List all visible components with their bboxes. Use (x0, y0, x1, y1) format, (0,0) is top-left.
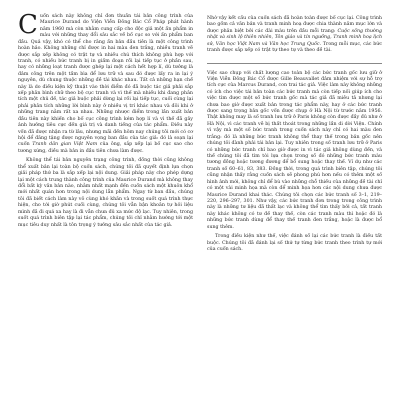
body-paragraph: Không thể tái bản nguyên trạng công trình, đồng thời cũng không thể xuất bản lại toàn bộ cuốn sách, chúng tôi đã quyết định lựa chọn giải pháp thứ ba là sắp xếp lại nội dung. Giải pháp này cho phép dựng lại một cách trung thành công trình của Maurice Durand mà không thay đổi bất kỳ văn bản nào, nhằm nhất mạnh đến cuốn sách một khuôn khổ mới nhất quán hơn trong nội dung lẫn phẩm. Ngay từ ban đầu, chúng tôi đã biết cách làm này vô cùng khó khăn và trong suốt quá trình thực hiện, cho tới giờ phút cuối cùng, chúng tôi vẫn bận khoăn tự hỏi liệu mình đã đi quá xa hay là đi vẫn chưa đủ xa mức độ lạc. Tuy nhiên, trong suốt quá trình biên tập lại tác phẩm, chúng tôi chỉ nhằm hướng tới một mục tiêu duy nhất là tôn trọng ý tưởng sâu sắc nhất của tác giả. (18, 158, 193, 228)
structure-paragraph (207, 16, 382, 55)
section-divider (207, 63, 382, 64)
intro-text-end: của ông, sắp xếp lại bố cục sao cho tương xứng, điều mà bản in đầu tiên chưa làm được. (18, 142, 193, 154)
reproduction-paragraph: Việc sao chụp với chất lượng cao toàn bộ các bức tranh gốc lưu giữ ở Viện Viễn Đông Bác Cổ được Gille Beauvallet đảm nhiệm với sự hỗ trợ tích cực của Marcus Durand, con trai tác giả. Việc làm này không những có ích cho việc tái bản toàn các bức tranh mà còn tiếp nối giúp ích cho việc tìm được một số bức tranh gốc mà tác giả đã miêu tả nhưng lại chưa bao giờ được xuất bản trong tác phẩm này, hay ở các bức tranh được sang trọng bản gốc vốn được chụp ở Hà Nội từ trước năm 1956. Thật không may là số tranh lưu trữ ở Paris không còn được đầy đủ như ở Hà Nội, vì các tranh vẽ bị thất thoát trong những lần di dời Viện. Chính vì vậy mà một số bức tranh trong cuốn sách này chỉ có hai màu đen trắng: đó là những bức tranh không thể thay thế trong bản gốc nên chúng tôi đành phải tái bản lại. Tuy nhiên trong số tranh lưu trữ ở Paris có những bức tranh chỉ bao giờ được in vì tác giả không dùng đến, và thế chúng tôi đã tìm tòi lựa chọn trong số đó những bức tranh màu tương đồng hoặc tương đương để bổ sung hoặc thay thế. Ví dụ như các tranh số 60–61, 83, 383. Đồng thời, trong quá trình biên tập, chúng tôi cũng nhận thấy rằng cuốn sách sẽ phong phú hơn nếu có thêm một số hình ảnh mới, không chỉ để bù vào những chỗ thiếu của những đề tài chỉ có một vài minh họa mà còn để minh họa hơn các nội dung chưa được Maurice Durand khai thác. Chúng tôi chọn các bức tranh số 3–1, 219–220, 296–297, 301. Như vậy, các bức tranh đơn trong trong công trình này là những tư liệu đã thất lạc và không thể tìm thấy bởi cả, tất tranh này khác không có tư đề thay thế, còn các tranh màu thì hoặc đó là những bức tranh dùng để thay thế tranh đen trắng, hoặc là được bổ sung thêm. (207, 70, 382, 230)
structure-text-end: Trong mỗi mục, các bức tranh được sắp xếp có trật tự theo tự và theo đề tài. (207, 41, 382, 54)
numbering-paragraph: Trong điều kiện như thế, việc đánh số lại các bức tranh là điều tất buộc. Chúng tôi đã đánh lại số thứ tự từng bức tranh theo trình tự mới của cuốn sách. (207, 234, 382, 252)
drop-cap: C (18, 10, 38, 40)
intro-text: uốn sách này không chỉ đơn thuần tái bản công trình của Maurice Durand do Viện Viễn Đông Bác Cổ Pháp phát hành năm 1960 mà còn nhằm cung cấp cho độc giả một ấn phẩm in màu với những thay đổi sâu sắc về bố cục so với ấn phẩm ban đầu. Quả vậy, khó có thể cho răng ấn bản đầu tiên là một công trình hoàn hảo. Không những chỉ được in hai màu đen trắng, nhiều tranh vẽ được sắp xếp không có trật tự và nhiều chú thích không phù hợp với tranh, có nhiều bức tranh bị in giấm đoạn rồi lại tiếp tục ở phần sau, hay có những loạt tranh được ghép lại một cách hết hợp lí, dù tưởng là đảm công trên một tầm bìa để lưu trữ và sau đó được lấy ra in lại ý nguyên, dù chung thuộc những đề tài khác nhau. Tất cả những hạn chế này là do điều kiện kỹ thuật vào thời điểm đó đã buộc tác giả phải sắp xếp phân bình chữ theo bộ cục tranh và vì thế mà nhiều khi đang phân tích một chủ đề, tác giả buộc phải dừng lại rồi lại tiếp tục, cuối cùng lại phải phân tích những lời bình này ở nhiều vị trí khác nhau và đôi khi ở những trang nằm rất xa nhau. Những nhược điểm trong lần xuất bản đầu tiên này khiến cho bố cục công trình kém hợp lí và vì thế đã gây ảnh hưởng tiêu cực đến giá trị và danh tiếng của tác phẩm. Điều này vốn đã được nhận ra từ lâu, nhưng mãi đến hôm nay chúng tôi mới có cơ hội để đăng tặng được nguyên vọng ban đầu của tác giả: đó là soạn lại cuốn (18, 14, 193, 148)
section-list: Cuộc sống thường nhật và sinh lộ thiên nhiên, Tôn giáo và tín ngưỡng, Tranh minh hoạ lịch sử, Văn học Việt Nam và Văn học Trung Quốc. (207, 28, 383, 47)
right-column (207, 14, 382, 400)
book-title-reference: Tranh dân gian Việt Nam (32, 142, 98, 148)
left-column (18, 10, 193, 400)
intro-paragraph (18, 10, 193, 155)
structure-text: Nhờ vậy kết cấu của cuốn sách đã hoàn toàn được bố cục lại. Công trình bao gồm cả văn bản và tranh minh hoạ được chia thành năm mục lớn và được phân biệt bởi các đài màu trên đầu mỗi trang: (207, 16, 382, 34)
